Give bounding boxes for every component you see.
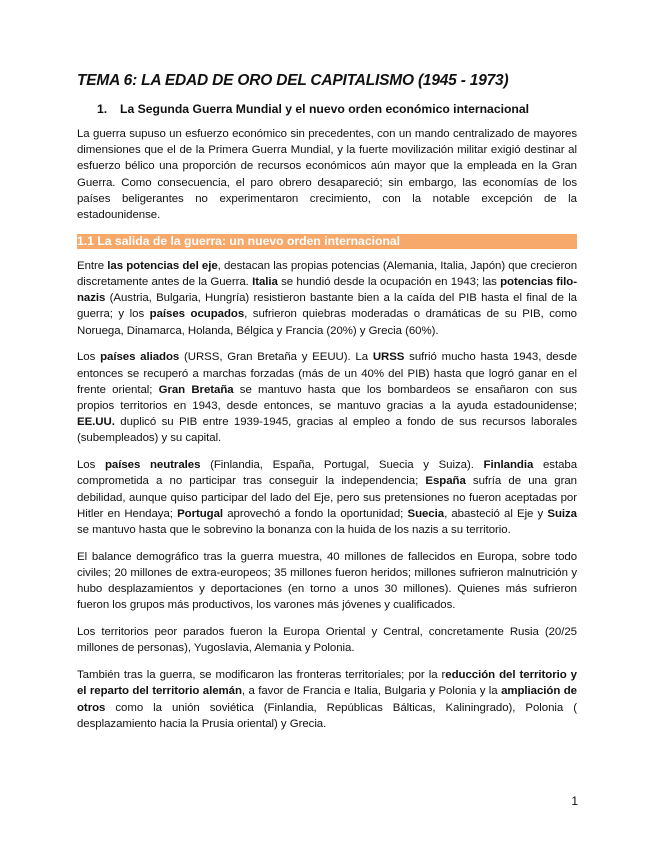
section-heading (97, 102, 577, 116)
paragraph-fronteras: También tras la guerra, se modificaron las fronteras territoriales; por la reducción del territorio y el reparto del territorio alemán, a favor de Francia e Italia, Bulgaria y Polonia y la ampliación de otros como la unión soviética (Finlandia, Repúblicas Bálticas, Kaliningrado), Polonia ( desplazamiento hacia la Prusia oriental) y Grecia. (77, 669, 577, 730)
document-title: TEMA 6: LA EDAD DE ORO DEL CAPITALISMO (1945 - 1973) (77, 72, 509, 89)
paragraph-eje: Entre las potencias del eje, destacan las propias potencias (Alemania, Italia, Japón) que crecieron discretamente antes de la Guerra. Italia se hundió desde la ocupación en 1943; las potencias filo-nazis (Austria, Bulgaria, Hungría) resistieron bastante bien a la caída del PIB hasta el final de la guerra; y los países ocupados, sufrieron quiebras moderadas o dramáticas de su PIB, como Noruega, Dinamarca, Holanda, Bélgica y Francia (20%) y Grecia (60%). (77, 259, 578, 337)
subsection-heading-bar: 1.1 La salida de la guerra: un nuevo orden internacional (77, 234, 577, 249)
section-number: 1. (97, 102, 108, 116)
intro-paragraph: La guerra supuso un esfuerzo económico sin precedentes, con un mando centralizado de mayores dimensiones que el de la Primera Guerra Mundial, y la fuerte movilización militar exigió destinar al esfuerzo bélico una proporción de recursos económicos aún mayor que la empleada en la Gran Guerra. Como consecuencia, el paro obrero desapareció; sin embargo, las economías de los países beligerantes no experimentaron crecimiento, con la notable excepción de la estadounidense. (77, 128, 577, 222)
page-number: 1 (571, 794, 578, 808)
paragraph-territorios: Los territorios peor parados fueron la Europa Oriental y Central, concretamente Rusia (20/25 millones de personas), Yugoslavia, Alemania y Polonia. (77, 626, 577, 655)
section-title: La Segunda Guerra Mundial y el nuevo orden económico internacional (120, 102, 530, 116)
paragraph-aliados: Los países aliados (URSS, Gran Bretaña y EEUU). La URSS sufrió mucho hasta 1943, desde entonces se recuperó a marchas forzadas (más de un 40% del PIB) hasta que logró ganar en el frente oriental; Gran Bretaña se mantuvo hasta que los bombardeos se ensañaron con sus propios territorios en 1943, desde entonces, se mantuvo gracias a la ayuda estadounidense; EE.UU. duplicó su PIB entre 1939-1945, gracias al empleo a fondo de sus recursos laborales (subempleados) y su capital. (77, 351, 578, 445)
paragraph-balance: El balance demográfico tras la guerra muestra, 40 millones de fallecidos en Europa, sobre todo civiles; 20 millones de extra-europeos; 35 millones fueron heridos; millones sufrieron malnutrición y hubo desplazamientos y deportaciones (en torno a unos 30 millones). Quienes más sufrieron fueron los grupos más productivos, los varones más jóvenes y cualificados. (77, 550, 577, 612)
paragraph-neutrales: Los países neutrales (Finlandia, España, Portugal, Suecia y Suiza). Finlandia estaba comprometida a no participar tras conseguir la independencia; España sufría de una gran debilidad, aunque quiso participar del lado del Eje, pero sus pretensiones no fueron aceptadas por Hitler en Hendaya; Portugal aprovechó a fondo la oportunidad; Suecia, abasteció al Eje y Suiza se mantuvo hasta que le sobrevino la bonanza con la huida de los nazis a su territorio. (77, 459, 578, 537)
document-page (77, 72, 577, 743)
